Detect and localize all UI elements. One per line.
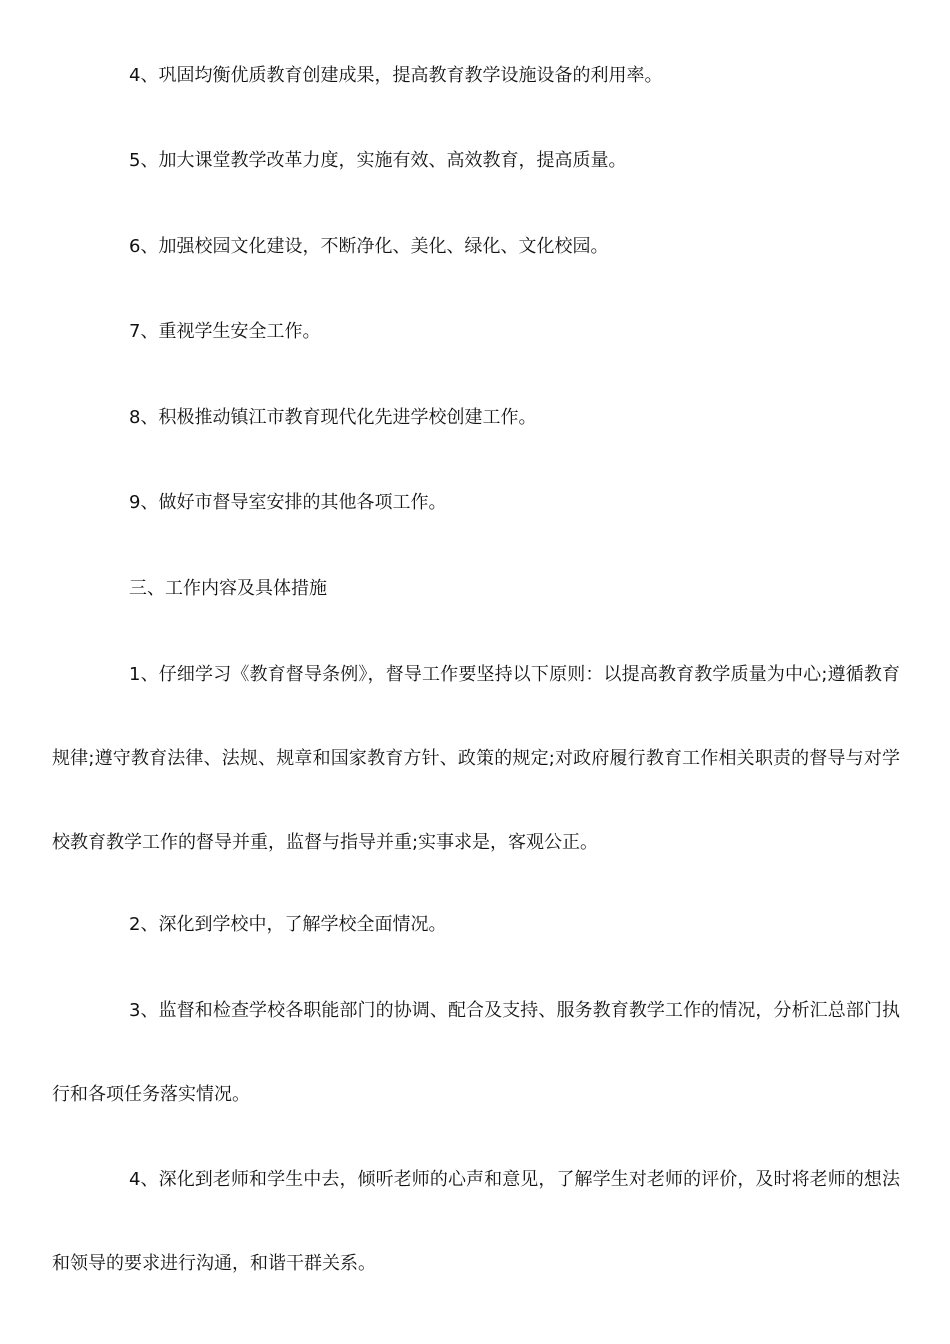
paragraph-item-4: 4、巩固均衡优质教育创建成果，提高教育教学设施设备的利用率。	[129, 65, 663, 86]
measure-item-1: 1、仔细学习《教育督导条例》，督导工作要坚持以下原则：以提高教育教学质量为中心;遵循教育规律;遵守教育法律、法规、规章和国家教育方针、政策的规定;对政府履行教育工作相关职责的督导与对学校教育教学工作的督导并重，监督与指导并重;实事求是，客观公正。	[52, 664, 900, 853]
paragraph-item-9: 9、做好市督导室安排的其他各项工作。	[129, 492, 447, 513]
measure-item-2: 2、深化到学校中，了解学校全面情况。	[129, 914, 447, 935]
paragraph-item-8: 8、积极推动镇江市教育现代化先进学校创建工作。	[129, 407, 537, 428]
paragraph-item-5: 5、加大课堂教学改革力度，实施有效、高效教育，提高质量。	[129, 150, 627, 171]
paragraph-item-7: 7、重视学生安全工作。	[129, 321, 321, 342]
paragraph-item-6: 6、加强校园文化建设，不断净化、美化、绿化、文化校园。	[129, 236, 609, 257]
measure-item-3: 3、监督和检查学校各职能部门的协调、配合及支持、服务教育教学工作的情况，分析汇总部门执行和各项任务落实情况。	[52, 1000, 900, 1105]
measure-item-4: 4、深化到老师和学生中去，倾听老师的心声和意见，了解学生对老师的评价，及时将老师的想法和领导的要求进行沟通，和谐干群关系。	[52, 1169, 900, 1274]
section-heading: 三、工作内容及具体措施	[129, 578, 327, 599]
